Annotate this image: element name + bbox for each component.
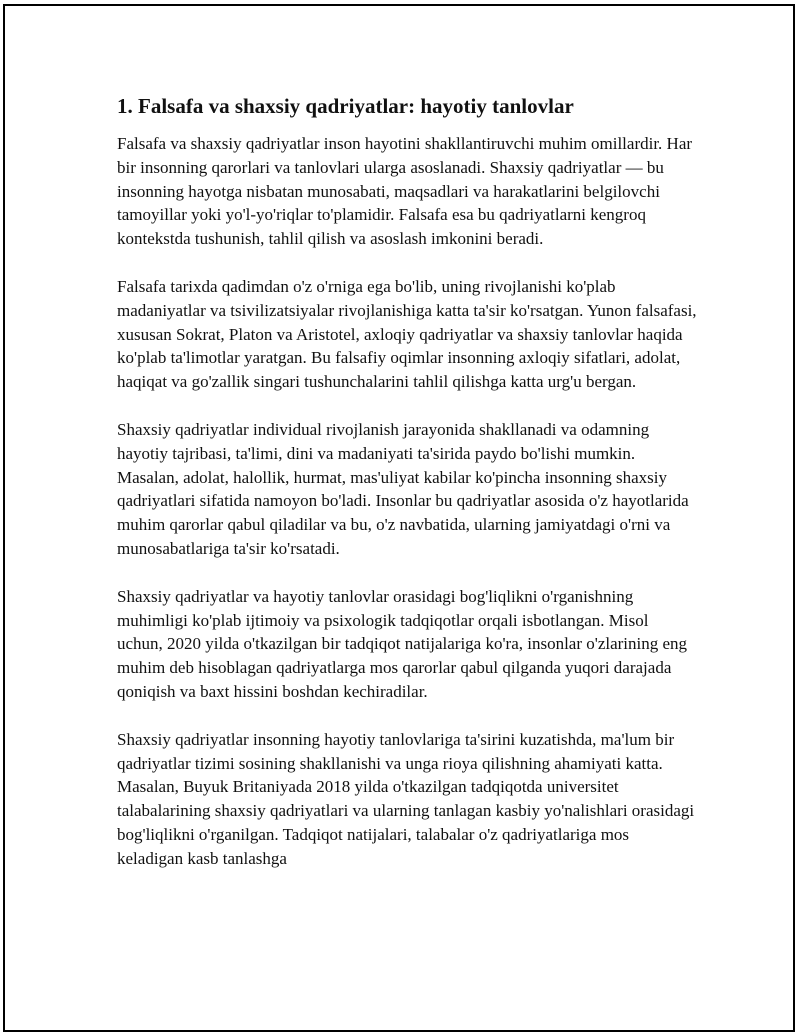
paragraph-3: Shaxsiy qadriyatlar individual rivojlanish jarayonida shakllanadi va odamning hayotiy tajribasi, ta'limi, dini va madaniyati ta'sirida paydo bo'lishi mumkin. Masalan, adolat, halollik, hurmat, mas'uliyat kabilar ko'pincha insonning shaxsiy qadriyatlari sifatida namoyon bo'ladi. Insonlar bu qadriyatlar asosida o'z hayotlarida muhim qarorlar qabul qiladilar va bu, o'z navbatida, ularning jamiyatdagi o'rni va munosabatlariga ta'sir ko'rsatadi.	[117, 419, 689, 558]
paragraph-2: Falsafa tarixda qadimdan o'z o'rniga ega bo'lib, uning rivojlanishi ko'plab madaniyatlar va tsivilizatsiyalar rivojlanishiga katta ta'sir ko'rsatgan. Yunon falsafasi, xususan Sokrat, Platon va Aristotel, axloqiy qadriyatlar va shaxsiy tanlovlar haqida ko'plab ta'limotlar yaratgan. Bu falsafiy oqimlar insonning axloqiy sifatlari, adolat, haqiqat va go'zallik singari tushunchalarini tahlil qilishga katta urg'u bergan.	[117, 276, 697, 392]
paragraph-5: Shaxsiy qadriyatlar insonning hayotiy tanlovlariga ta'sirini kuzatishda, ma'lum bir qadriyatlar tizimi sosining shakllanishi va unga rioya qilishning ahamiyati katta. Masalan, Buyuk Britaniyada 2018 yilda o'tkazilgan tadqiqotda universitet talabalarining shaxsiy qadriyatlari va ularning tanlagan kasbiy yo'nalishlari orasidagi bog'liqlikni o'rganilgan. Tadqiqot natijalari, talabalar o'z qadriyatlariga mos keladigan kasb tanlashga	[117, 729, 695, 868]
paragraph-1: Falsafa va shaxsiy qadriyatlar inson hayotini shakllantiruvchi muhim omillardir. Har bir insonning qarorlari va tanlovlari ularga asoslanadi. Shaxsiy qadriyatlar — bu insonning hayotga nisbatan munosabati, maqsadlari va harakatlarini belgilovchi tamoyillar yoki yo'l-yo'riqlar to'plamidir. Falsafa esa bu qadriyatlarni kengroq kontekstda tushunish, tahlil qilish va asoslash imkonini beradi.	[117, 134, 693, 249]
document-title: 1. Falsafa va shaxsiy qadriyatlar: hayotiy tanlovlar	[117, 94, 574, 118]
paragraph-4: Shaxsiy qadriyatlar va hayotiy tanlovlar orasidagi bog'liqlikni o'rganishning muhimligi ko'plab ijtimoiy va psixologik tadqiqotlar orqali isbotlangan. Misol uchun, 2020 yilda o'tkazilgan bir tadqiqot natijalariga ko'ra, insonlar o'zlarining eng muhim deb hisoblagan qadriyatlarga mos qarorlar qabul qilganda yuqori darajada qoniqish va baxt hissini boshdan kechiradilar.	[117, 586, 688, 701]
document-body	[117, 92, 697, 895]
